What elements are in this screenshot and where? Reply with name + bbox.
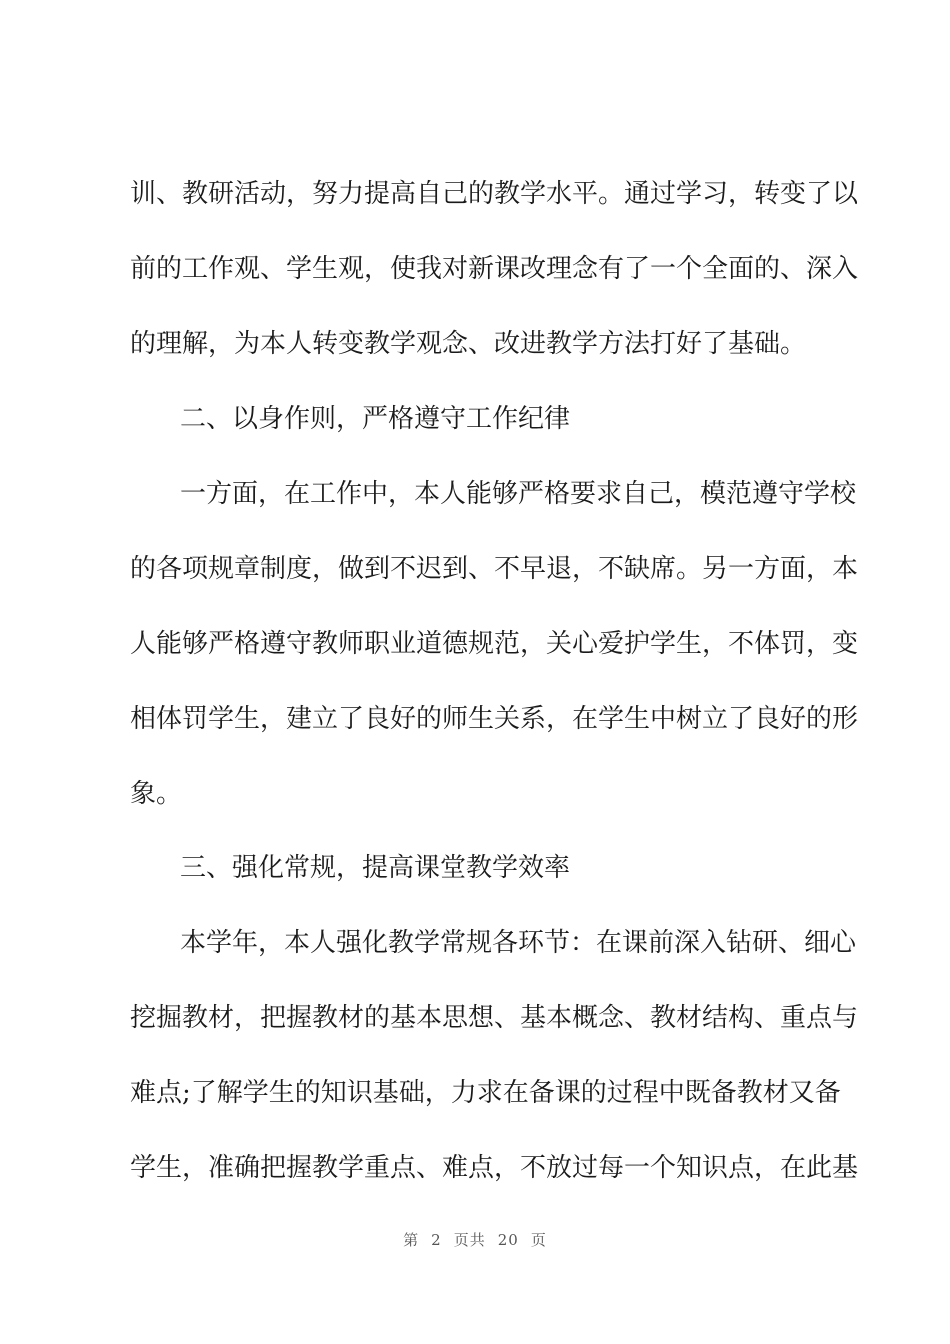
body-line: 本学年，本人强化教学常规各环节：在课前深入钻研、细心 (180, 928, 857, 958)
body-line: 挖掘教材，把握教材的基本思想、基本概念、教材结构、重点与 (130, 1003, 859, 1033)
body-line: 象。 (130, 779, 183, 809)
body-line: 前的工作观、学生观，使我对新课改理念有了一个全面的、深入 (130, 254, 859, 284)
body-line: 训、教研活动，努力提高自己的教学水平。通过学习，转变了以 (130, 179, 859, 209)
footer-current-page: 2 (431, 1231, 442, 1249)
section-heading: 二、以身作则，严格遵守工作纪律 (180, 404, 571, 434)
footer-prefix: 第 (403, 1231, 420, 1249)
footer-suffix: 页 (530, 1231, 547, 1249)
footer-middle: 页共 (453, 1231, 486, 1249)
body-line: 一方面，在工作中，本人能够严格要求自己，模范遵守学校 (180, 479, 857, 509)
section-heading: 三、强化常规，提高课堂教学效率 (180, 853, 571, 883)
page-footer (0, 1229, 950, 1250)
footer-total-pages: 20 (497, 1231, 519, 1249)
body-line: 的理解，为本人转变教学观念、改进教学方法打好了基础。 (130, 329, 807, 359)
body-line: 相体罚学生，建立了良好的师生关系，在学生中树立了良好的形 (130, 704, 859, 734)
body-line: 的各项规章制度，做到不迟到、不早退，不缺席。另一方面，本 (130, 554, 859, 584)
body-line: 学生，准确把握教学重点、难点，不放过每一个知识点，在此基 (130, 1153, 859, 1183)
body-line: 人能够严格遵守教师职业道德规范，关心爱护学生，不体罚，变 (130, 629, 859, 659)
body-line: 难点;了解学生的知识基础，力求在备课的过程中既备教材又备 (130, 1078, 841, 1108)
